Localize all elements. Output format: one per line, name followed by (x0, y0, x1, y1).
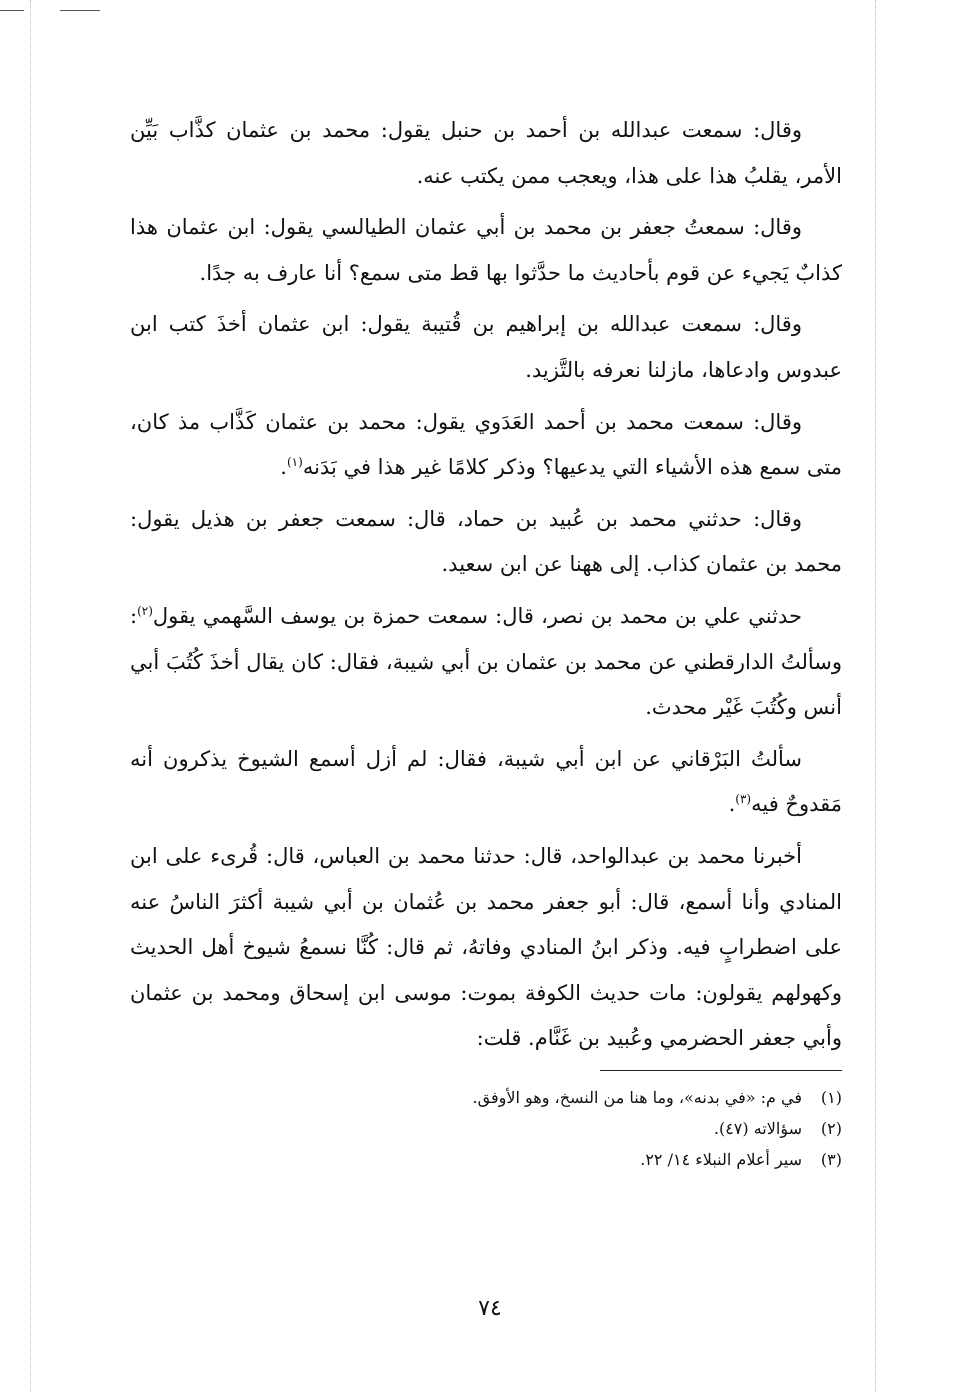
paragraph-6-text: حدثني علي بن محمد بن نصر، قال: سمعت حمزة بن يوسف السَّهمي يقول (152, 603, 802, 628)
footnote-text: سؤالاته (٤٧). (713, 1119, 802, 1138)
footnote-text: سير أعلام النبلاء ١٤/ ٢٢. (640, 1150, 802, 1169)
paragraph-7-text: سألتُ البَرْقاني عن ابن أبي شيبة، فقال: لم أزل أسمع الشيوخ يذكرون أنه مَقدوحٌ فيه (130, 746, 842, 817)
paragraph-2: وقال: سمعتُ جعفر بن محمد بن أبي عثمان الطيالسي يقول: ابن عثمان هذا كذابٌ يَجيء عن قوم بأحاديث ما حدَّثوا بها قط متى سمع؟ أنا عارف به جدًا. (130, 215, 842, 285)
footnote-ref-3: (٣) (735, 792, 752, 807)
paragraph-1: وقال: سمعت عبدالله بن أحمد بن حنبل يقول: محمد بن عثمان كذَّاب بَيِّن الأمر، يقلبُ هذا على هذا، ويعجب ممن يكتب عنه. (130, 118, 842, 188)
top-rule-left (0, 10, 24, 11)
footnote-number: (٣) (820, 1150, 842, 1169)
footnote-number: (١) (820, 1088, 842, 1107)
paragraph-6: حدثني علي بن محمد بن نصر، قال: سمعت حمزة بن يوسف السَّهمي يقول$^{(٢)}$: وسألتُ الدارقطني عن محمد بن عثمان بن أبي شيبة، فقال: كان يقال أخذَ كُتُبَ أبي أنس وكُتُبَ غَيْر محدث. (130, 603, 842, 720)
paragraph-7: سألتُ البَرْقاني عن ابن أبي شيبة، فقال: لم أزل أسمع الشيوخ يذكرون أنه مَقدوحٌ فيه$^{(٣)}$. (130, 746, 842, 817)
main-text (130, 108, 842, 1062)
footnote-1 (130, 1082, 842, 1113)
paragraph-3: وقال: سمعت عبدالله بن إبراهيم بن قُتيبة يقول: ابن عثمان أخذَ كتب ابن عبدوس وادعاها، مازلنا نعرفه بالتَّزيد. (130, 312, 842, 382)
footnote-separator (600, 1070, 842, 1071)
paragraph-4: وقال: سمعت محمد بن أحمد العَدَوي يقول: محمد بن عثمان كَذَّاب مذ كان، متى سمع هذه الأشياء التي يدعيها؟ وذكر كلامًا غير هذا في بَدَنه$^{(١)}$. (130, 409, 842, 480)
footnotes (130, 1082, 842, 1175)
margin-guide-right (875, 0, 876, 1392)
footnote-ref-2: (٢) (137, 603, 153, 618)
paragraph-6-tail: وسألتُ الدارقطني عن محمد بن عثمان بن أبي شيبة، فقال: كان يقال أخذَ كُتُبَ أبي أنس وكُتُبَ غَيْر محدث. (130, 649, 842, 720)
page-number: ٧٤ (478, 1296, 502, 1321)
footnote-ref-1: (١) (286, 455, 303, 470)
top-rule-right (60, 10, 100, 11)
margin-guide-left (30, 0, 31, 1392)
footnote-text: في م: «في بدنه»، وما هنا من النسخ، وهو الأوفق. (472, 1088, 802, 1107)
footnote-number: (٢) (820, 1119, 842, 1138)
paragraph-4-text: وقال: سمعت محمد بن أحمد العَدَوي يقول: محمد بن عثمان كَذَّاب مذ كان، متى سمع هذه الأشياء التي يدعيها؟ وذكر كلامًا غير هذا في بَدَنه (130, 409, 842, 480)
footnote-3 (130, 1144, 842, 1175)
paragraph-8: أخبرنا محمد بن عبدالواحد، قال: حدثنا محمد بن العباس، قال: قُرىء على ابن المنادي وأنا أسمع، قال: أبو جعفر محمد بن عُثمان بن أبي شيبة أكثرَ الناسُ عنه على اضطرابٍ فيه. وذكر ابنُ المنادي وفاتهُ، ثم قال: كُنَّا نسمعُ شيوخ أهل الحديث وكهولهم يقولون: مات حديث الكوفة بموت: موسى ابن إسحاق ومحمد بن عثمان وأبي جعفر الحضرمي وعُبيد بن غَنَّام. قلت: (130, 843, 842, 1051)
paragraph-5: وقال: حدثني محمد بن عُبيد بن حماد، قال: سمعت جعفر بن هذيل يقول: محمد بن عثمان كذاب. إلى ههنا عن ابن سعيد. (130, 506, 842, 577)
footnote-2 (130, 1113, 842, 1144)
